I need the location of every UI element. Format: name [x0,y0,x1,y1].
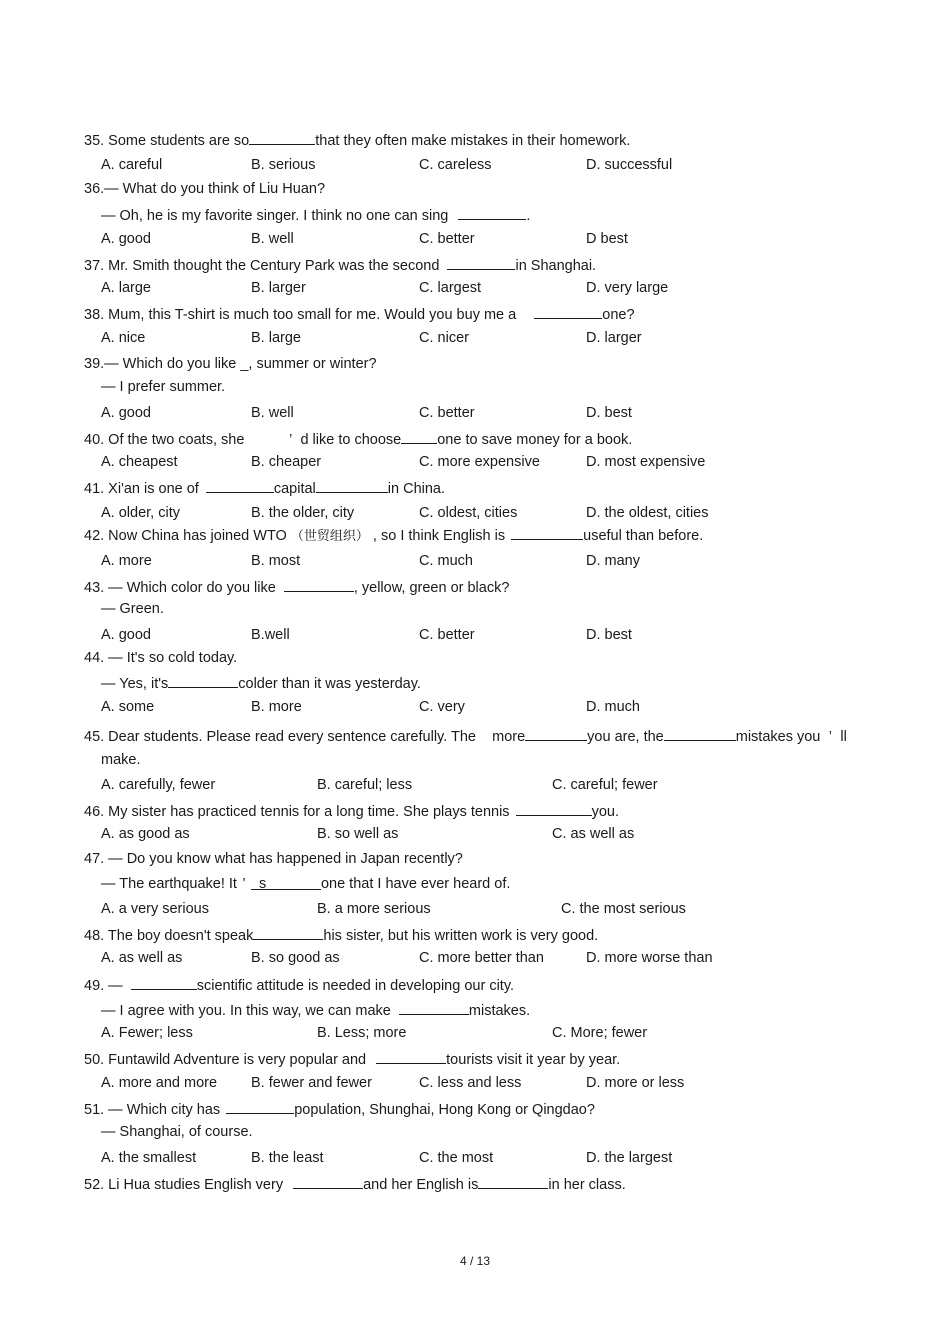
question-text: 49. — [84,978,123,994]
option-d: D. the oldest, cities [586,505,709,521]
question-text: ll [840,729,847,745]
option-b: B. more [251,699,302,715]
question-text: more [492,729,526,745]
question-text: 43. — Which color do you like [84,580,276,596]
answer-blank [458,205,526,220]
option-a: A. a very serious [101,901,209,917]
question-text: — I agree with you. In this way, we can make [101,1003,391,1019]
question-text: mistakes. [468,1003,531,1019]
answer-blank [293,1174,363,1189]
option-d: D. successful [586,157,673,173]
option-a: A. more and more [101,1075,218,1091]
option-b: B. well [251,405,294,421]
apostrophe-mark: ’ [289,432,293,448]
option-c: C. nicer [419,330,469,346]
option-c: C. less and less [419,1075,522,1091]
question-text: — The earthquake! It [101,876,237,892]
question-37 [84,255,596,275]
option-c: C. better [419,405,475,421]
answer-blank [478,1174,548,1189]
answer-blank [251,875,321,890]
question-text: 37. Mr. Smith thought the Century Park was the second [84,258,440,274]
question-48 [84,925,598,945]
option-c: C. very [419,699,465,715]
option-d: D. more or less [586,1075,685,1091]
question-text: , yellow, green or black? [353,580,510,596]
option-b: B. large [251,330,301,346]
question-35 [84,130,630,150]
question-text: in China. [387,481,446,497]
question-text: mistakes you [735,729,821,745]
question-text: 48. The boy doesn't speak [84,928,254,944]
apostrophe-mark: ’ [242,876,246,892]
question-text: that they often make mistakes in their homework. [315,133,631,149]
option-b: B.well [251,627,290,643]
question-52 [84,1174,626,1194]
page-number: 4 / 13 [459,1254,491,1268]
option-d: D. more worse than [586,950,713,966]
question-text: 41. Xi'an is one of [84,481,199,497]
option-b: B. so well as [317,826,399,842]
question-text: 51. — Which city has [84,1102,221,1118]
option-c: C. better [419,231,475,247]
option-b: B. so good as [251,950,340,966]
question-44-reply [101,673,421,693]
answer-blank [525,726,587,741]
option-c: C. careless [419,157,492,173]
option-a: A. older, city [101,505,180,521]
question-text: population, Shunghai, Hong Kong or Qingdao? [294,1102,595,1118]
question-text: in her class. [548,1177,626,1193]
option-d: D. very large [586,280,669,296]
option-b: B. the least [251,1150,324,1166]
option-d: D. much [586,699,640,715]
option-c: C. largest [419,280,482,296]
apostrophe-mark: ’ [828,729,832,745]
question-text: s [258,876,267,892]
question-text: 38. Mum, this T-shirt is much too small for me. Would you buy me a [84,307,517,323]
option-d: D. most expensive [586,454,706,470]
question-43-reply: — Green. [101,601,164,617]
answer-blank [249,130,315,145]
option-a: A. good [101,405,151,421]
question-text: you. [591,804,619,820]
question-43 [84,577,509,597]
question-text: . [526,208,531,224]
question-41 [84,478,445,498]
option-c: C. more expensive [419,454,540,470]
question-text: you are, the [587,729,664,745]
option-c: C. the most [419,1150,494,1166]
option-a: A. more [101,553,152,569]
option-c: C. much [419,553,473,569]
answer-blank [284,577,354,592]
question-text: one? [602,307,635,323]
question-46 [84,801,619,821]
question-44: 44. — It's so cold today. [84,650,238,666]
question-50 [84,1049,620,1069]
option-c: C. More; fewer [552,1025,648,1041]
option-a: A. cheapest [101,454,178,470]
option-d: D. many [586,553,640,569]
question-text: colder than it was yesterday. [238,676,421,692]
question-text: 52. Li Hua studies English very [84,1177,284,1193]
question-text: — Yes, it's [101,676,169,692]
question-text: his sister, but his written work is very good. [323,928,599,944]
answer-blank [516,801,592,816]
question-text: 46. My sister has practiced tennis for a long time. She plays tennis [84,804,510,820]
option-b: B. a more serious [317,901,431,917]
option-b: B. Less; more [317,1025,407,1041]
question-text: one to save money for a book. [437,432,633,448]
option-a: A. good [101,231,151,247]
question-text: 40. Of the two coats, she [84,432,245,448]
option-a: A. the smallest [101,1150,197,1166]
option-a: A. careful [101,157,163,173]
question-text: 42. Now China has joined WTO [84,528,287,544]
option-c: C. more better than [419,950,544,966]
answer-blank [226,1099,294,1114]
option-d: D. best [586,405,632,421]
answer-blank [511,525,583,540]
question-text: scientific attitude is needed in developing our city. [196,978,515,994]
option-c: C. oldest, cities [419,505,518,521]
question-45-continuation: make. [101,752,141,768]
answer-blank [168,673,238,688]
question-text: tourists visit it year by year. [446,1052,621,1068]
option-a: A. large [101,280,151,296]
answer-blank [447,255,515,270]
answer-blank [664,726,736,741]
question-text: 45. Dear students. Please read every sentence carefully. The [84,729,476,745]
question-39: 39.— Which do you like _, summer or winter? [84,356,377,372]
option-b: B. serious [251,157,316,173]
option-d: D. the largest [586,1150,673,1166]
option-d: D. larger [586,330,642,346]
question-text: , so I think English is [372,528,506,544]
question-42 [84,525,703,546]
option-a: A. nice [101,330,146,346]
question-45 [84,726,847,746]
option-c: C. the most serious [561,901,686,917]
question-text: d like to choose [300,432,402,448]
option-d: D. best [586,627,632,643]
question-38 [84,304,635,324]
question-47: 47. — Do you know what has happened in Japan recently? [84,851,463,867]
option-b: B. fewer and fewer [251,1075,372,1091]
question-text: one that I have ever heard of. [320,876,511,892]
answer-blank [376,1049,446,1064]
option-c: C. careful; fewer [552,777,658,793]
option-b: B. careful; less [317,777,413,793]
question-text: — Oh, he is my favorite singer. I think no one can sing [101,208,449,224]
answer-blank [534,304,602,319]
question-text: useful than before. [583,528,704,544]
option-c: C. as well as [552,826,635,842]
question-49 [84,975,514,995]
question-text: in Shanghai. [515,258,597,274]
question-text: and her English is [363,1177,479,1193]
question-text: 50. Funtawild Adventure is very popular and [84,1052,367,1068]
answer-blank [316,478,388,493]
question-36-reply [101,205,530,225]
question-text: capital [273,481,316,497]
question-49-reply [101,1000,530,1020]
answer-blank [401,429,437,444]
option-d: D best [586,231,628,247]
option-a: A. as good as [101,826,190,842]
option-b: B. the older, city [251,505,355,521]
option-b: B. cheaper [251,454,322,470]
question-36: 36.— What do you think of Liu Huan? [84,181,326,197]
question-39-reply: — I prefer summer. [101,379,226,395]
option-a: A. good [101,627,151,643]
answer-blank [253,925,323,940]
option-a: A. as well as [101,950,183,966]
question-40 [84,429,632,449]
option-b: B. most [251,553,301,569]
question-51 [84,1099,595,1119]
option-a: A. Fewer; less [101,1025,193,1041]
answer-blank [206,478,274,493]
answer-blank [399,1000,469,1015]
question-text: 35. Some students are so [84,133,250,149]
chinese-gloss: （世贸组织） [290,529,369,544]
option-a: A. some [101,699,155,715]
option-b: B. well [251,231,294,247]
option-a: A. carefully, fewer [101,777,216,793]
question-51-reply: — Shanghai, of course. [101,1124,253,1140]
option-b: B. larger [251,280,306,296]
option-c: C. better [419,627,475,643]
answer-blank [131,975,197,990]
question-47-reply [101,875,510,893]
